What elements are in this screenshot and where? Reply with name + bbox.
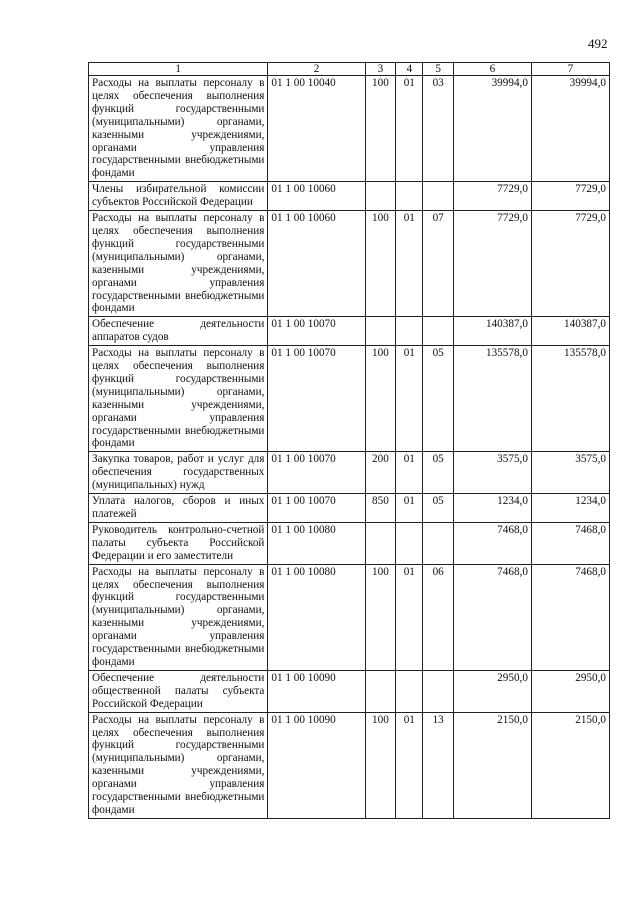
amount-year2-cell: 39994,0 [531,76,609,182]
table-row [89,452,610,494]
amount-year1-cell: 7729,0 [453,182,531,211]
subsection-cell [423,317,453,346]
amount-year2-cell: 140387,0 [531,317,609,346]
section-cell [396,317,423,346]
amount-year1-cell: 1234,0 [453,494,531,523]
target-article-cell: 01 1 00 10080 [268,522,365,564]
amount-year2-cell: 7468,0 [531,522,609,564]
table-row [89,494,610,523]
expense-name-cell: Расходы на выплаты персоналу в целях обеспечения выполнения функций государственными (муниципальными) органами, казенными учреждениями, органами управления государственными внебюджетными фондами [89,712,268,818]
table-row [89,564,610,670]
table-row [89,712,610,818]
target-article-cell: 01 1 00 10070 [268,452,365,494]
section-cell [396,670,423,712]
target-article-cell: 01 1 00 10070 [268,494,365,523]
expense-type-cell: 100 [365,346,395,452]
table-row [89,346,610,452]
amount-year2-cell: 7468,0 [531,564,609,670]
section-cell: 01 [396,494,423,523]
subsection-cell [423,182,453,211]
target-article-cell: 01 1 00 10090 [268,670,365,712]
section-cell: 01 [396,712,423,818]
column-header: 7 [531,63,609,76]
section-cell [396,522,423,564]
expense-type-cell: 100 [365,76,395,182]
expense-type-cell: 100 [365,211,395,317]
amount-year1-cell: 2150,0 [453,712,531,818]
expense-name-cell: Расходы на выплаты персоналу в целях обеспечения выполнения функций государственными (муниципальными) органами, казенными учреждениями, органами управления государственными внебюджетными фондами [89,76,268,182]
budget-table [88,62,610,819]
column-header: 5 [423,63,453,76]
expense-type-cell [365,317,395,346]
subsection-cell: 07 [423,211,453,317]
page-number: 492 [588,36,608,51]
amount-year2-cell: 2950,0 [531,670,609,712]
target-article-cell: 01 1 00 10090 [268,712,365,818]
expense-type-cell [365,670,395,712]
column-header: 4 [396,63,423,76]
section-cell: 01 [396,346,423,452]
amount-year1-cell: 3575,0 [453,452,531,494]
target-article-cell: 01 1 00 10040 [268,76,365,182]
amount-year1-cell: 39994,0 [453,76,531,182]
table-row [89,522,610,564]
column-header: 2 [268,63,365,76]
amount-year2-cell: 3575,0 [531,452,609,494]
amount-year2-cell: 135578,0 [531,346,609,452]
amount-year1-cell: 135578,0 [453,346,531,452]
amount-year1-cell: 140387,0 [453,317,531,346]
expense-name-cell: Расходы на выплаты персоналу в целях обеспечения выполнения функций государственными (муниципальными) органами, казенными учреждениями, органами управления государственными внебюджетными фондами [89,346,268,452]
subsection-cell: 05 [423,452,453,494]
section-cell: 01 [396,564,423,670]
target-article-cell: 01 1 00 10070 [268,317,365,346]
expense-name-cell: Члены избирательной комиссии субъектов Российской Федерации [89,182,268,211]
subsection-cell [423,670,453,712]
table-row [89,76,610,182]
amount-year1-cell: 2950,0 [453,670,531,712]
expense-type-cell: 850 [365,494,395,523]
target-article-cell: 01 1 00 10060 [268,182,365,211]
section-cell [396,182,423,211]
target-article-cell: 01 1 00 10070 [268,346,365,452]
expense-name-cell: Закупка товаров, работ и услуг для обеспечения государственных (муниципальных) нужд [89,452,268,494]
expense-name-cell: Руководитель контрольно-счетной палаты субъекта Российской Федерации и его заместители [89,522,268,564]
expense-name-cell: Обеспечение деятельности аппаратов судов [89,317,268,346]
target-article-cell: 01 1 00 10080 [268,564,365,670]
section-cell: 01 [396,76,423,182]
expense-type-cell: 100 [365,564,395,670]
expense-type-cell: 200 [365,452,395,494]
target-article-cell: 01 1 00 10060 [268,211,365,317]
amount-year2-cell: 7729,0 [531,211,609,317]
expense-name-cell: Уплата налогов, сборов и иных платежей [89,494,268,523]
column-header: 6 [453,63,531,76]
expense-name-cell: Расходы на выплаты персоналу в целях обеспечения выполнения функций государственными (муниципальными) органами, казенными учреждениями, органами управления государственными внебюджетными фондами [89,211,268,317]
subsection-cell: 05 [423,346,453,452]
amount-year2-cell: 1234,0 [531,494,609,523]
subsection-cell: 05 [423,494,453,523]
subsection-cell [423,522,453,564]
amount-year2-cell: 7729,0 [531,182,609,211]
table-row [89,317,610,346]
column-header: 3 [365,63,395,76]
expense-type-cell: 100 [365,712,395,818]
amount-year1-cell: 7729,0 [453,211,531,317]
subsection-cell: 06 [423,564,453,670]
amount-year2-cell: 2150,0 [531,712,609,818]
expense-name-cell: Расходы на выплаты персоналу в целях обеспечения выполнения функций государственными (муниципальными) органами, казенными учреждениями, органами управления государственными внебюджетными фондами [89,564,268,670]
subsection-cell: 13 [423,712,453,818]
expense-name-cell: Обеспечение деятельности общественной палаты субъекта Российской Федерации [89,670,268,712]
table-row [89,182,610,211]
expense-type-cell [365,182,395,211]
expense-type-cell [365,522,395,564]
amount-year1-cell: 7468,0 [453,522,531,564]
section-cell: 01 [396,452,423,494]
column-header: 1 [89,63,268,76]
section-cell: 01 [396,211,423,317]
subsection-cell: 03 [423,76,453,182]
amount-year1-cell: 7468,0 [453,564,531,670]
table-row [89,670,610,712]
table-row [89,211,610,317]
header-row [89,63,610,76]
